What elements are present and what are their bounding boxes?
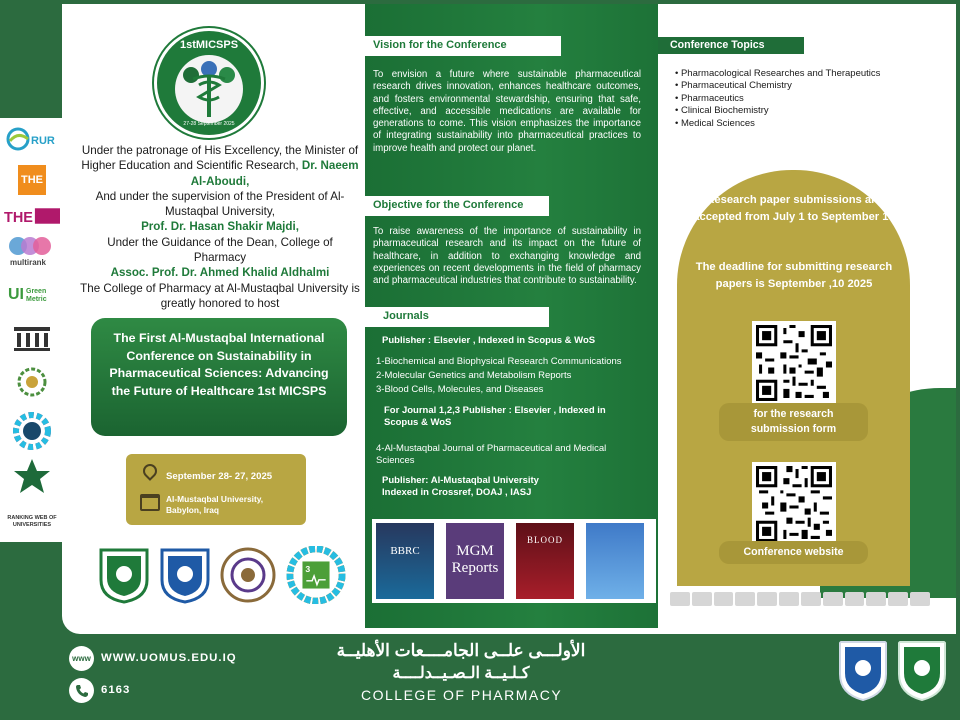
columns-logo <box>4 324 60 354</box>
qr-code-icon <box>756 466 832 542</box>
svg-text:RUR: RUR <box>31 135 55 147</box>
event-date-venue <box>126 454 306 525</box>
patronage-line-1: Under the patronage of His Excellency, the Minister of Higher Education and Scientific Research, <box>81 144 359 173</box>
patronage-line-3: Under the Guidance of the Dean, College of Pharmacy <box>107 235 333 265</box>
sponsor-logo <box>801 592 821 606</box>
the-logo: THE <box>4 164 60 196</box>
submission-form-label[interactable]: for the research submission form <box>719 403 868 441</box>
university-shield-green-icon <box>897 640 947 702</box>
journal-item-2: 2-Molecular Genetics and Metabolism Reports <box>376 370 572 381</box>
sponsor-logo <box>910 592 930 606</box>
journals-publisher-3: Publisher: Al-Mustaqbal University Indexed in Crossref, DOAJ , IASJ <box>382 475 539 499</box>
event-date: September 28- 27, 2025 <box>166 471 273 482</box>
journals-heading: Journals <box>365 307 549 327</box>
topics-heading: Conference Topics <box>658 37 804 54</box>
conference-website-label[interactable]: Conference website <box>719 541 868 564</box>
topic-item: • Medical Sciences <box>675 118 880 130</box>
cover-al-mustaqbal-journal <box>586 523 644 599</box>
the-impact-logo <box>4 204 60 228</box>
multirank-logo <box>4 232 60 268</box>
caduceus-icon <box>175 55 243 123</box>
sponsor-logo <box>845 592 865 606</box>
sponsor-logo <box>888 592 908 606</box>
svg-text:Metric: Metric <box>26 296 47 303</box>
patronage-text <box>80 143 360 311</box>
patronage-line-4: The College of Pharmacy at Al-Mustaqbal University is greatly honored to host <box>80 281 360 310</box>
greenmetric-logo <box>4 278 60 318</box>
university-shield-blue-icon <box>838 640 888 702</box>
journal-covers <box>372 519 656 603</box>
topic-item: • Pharmaceutics <box>675 93 880 105</box>
footer-phone[interactable]: 6163 <box>101 684 131 696</box>
rur-logo <box>4 124 60 154</box>
topic-item: • Pharmacological Researches and Therapeutics <box>675 68 880 80</box>
objective-heading: Objective for the Conference <box>365 196 549 216</box>
patronage-line-2: And under the supervision of the President of Al-Mustaqbal University, <box>95 189 345 219</box>
sponsor-logo <box>866 592 886 606</box>
conference-title: The First Al-Mustaqbal International Conference on Sustainability in Pharmaceutical Sciences: Advancing the Future of Healthcare 1st MICSPS <box>91 318 347 436</box>
objective-text: To raise awareness of the importance of sustainability in pharmaceutical research and its impact on the future of healthcare, in addition to exchanging knowledge and experiences on recent developments in the field of pharmacy and pharmaceutical industries that contribute to sustainability. <box>373 226 641 287</box>
journals-publisher-1: Publisher : Elsevier , Indexed in Scopus & WoS <box>382 335 596 346</box>
sponsor-logo <box>779 592 799 606</box>
svg-text:multirank: multirank <box>10 258 47 267</box>
sdg-wheel-logo <box>4 412 60 450</box>
vision-text: To envision a future where sustainable pharmaceutical research drives innovation, enhances healthcare outcomes, and fosters environmental stewardship, ensuring that safe, effective, and accessible medications are available for generations to come. This vision emphasizes the importance of integrating sustainability into pharmaceutical practices to improve health and protect our planet. <box>373 69 641 154</box>
seal-date: 27-28 September 2025 <box>183 121 235 127</box>
sponsor-logo <box>714 592 734 606</box>
svg-text:THE: THE <box>4 209 33 226</box>
arab-ranking-logo <box>4 364 60 404</box>
qr-code-icon <box>756 325 832 401</box>
seal-emblem <box>175 55 243 123</box>
sponsor-logo <box>757 592 777 606</box>
college-seal-icon <box>218 546 278 604</box>
phone-icon <box>69 678 94 703</box>
footer-arabic-slogan: الأولـــى علــى الجامــــعات الأهليــة <box>336 641 586 660</box>
cover-mgm-reports: MGM Reports <box>446 523 504 599</box>
minister-name: Dr. Naeem Al-Aboudi, <box>190 159 359 188</box>
journal-item-1: 1-Biochemical and Biophysical Research Communications <box>376 356 622 367</box>
location-pin-icon <box>140 461 160 481</box>
journal-item-3: 3-Blood Cells, Molecules, and Diseases <box>376 384 544 395</box>
footer-arabic-college: كـلـيــة الـصـيــدلــــة <box>392 665 530 682</box>
footer-website[interactable]: WWW.UOMUS.EDU.IQ <box>101 652 237 664</box>
webometrics-logo: RANKING WEB OF UNIVERSITIES <box>7 515 57 528</box>
cover-blood: BLOOD <box>516 523 574 599</box>
president-name: Prof. Dr. Hasan Shakir Majdi, <box>141 220 299 234</box>
submission-deadline-text: The deadline for submitting research papers is September ,10 2025 <box>695 261 893 290</box>
topics-list <box>675 68 880 130</box>
conference-website-qr-code[interactable] <box>752 462 836 546</box>
journals-publisher-2: For Journal 1,2,3 Publisher : Elsevier , Indexed in Scopus & WoS <box>384 405 606 429</box>
sponsor-logo <box>670 592 690 606</box>
sponsor-logos-strip <box>670 592 930 606</box>
svg-text:UI: UI <box>8 286 24 303</box>
submission-window-text: Research paper submissions are accepted from July 1 to September 10 <box>693 194 895 223</box>
journal-item-4: 4-Al-Mustaqbal Journal of Pharmaceutical and Medical Sciences <box>376 443 607 467</box>
seal-title: 1stMICSPS <box>179 39 239 51</box>
sponsor-logo <box>823 592 843 606</box>
event-venue: Al-Mustaqbal University, Babylon, Iraq <box>166 494 264 515</box>
svg-text:3: 3 <box>305 564 311 575</box>
ranking-logos-strip <box>0 118 62 542</box>
sponsor-logo <box>692 592 712 606</box>
topic-item: • Pharmaceutical Chemistry <box>675 80 880 92</box>
svg-text:Green: Green <box>26 288 47 295</box>
globe-www-icon: www <box>69 646 94 671</box>
federation-arab-engineers-logo <box>4 456 60 498</box>
sdg-3-good-health-icon <box>286 546 346 604</box>
dean-name: Assoc. Prof. Dr. Ahmed Khalid Aldhalmi <box>110 266 330 280</box>
footer-college-name: COLLEGE OF PHARMACY <box>361 687 563 703</box>
submission-form-qr-code[interactable] <box>752 321 836 405</box>
sponsor-logo <box>735 592 755 606</box>
university-shield-blue-icon <box>158 546 212 604</box>
vision-heading: Vision for the Conference <box>365 36 561 56</box>
topic-item: • Clinical Biochemistry <box>675 105 880 117</box>
university-shield-green-icon <box>97 546 151 604</box>
conference-seal <box>154 28 264 138</box>
calendar-icon <box>140 494 160 511</box>
cover-bbrc: BBRC <box>376 523 434 599</box>
